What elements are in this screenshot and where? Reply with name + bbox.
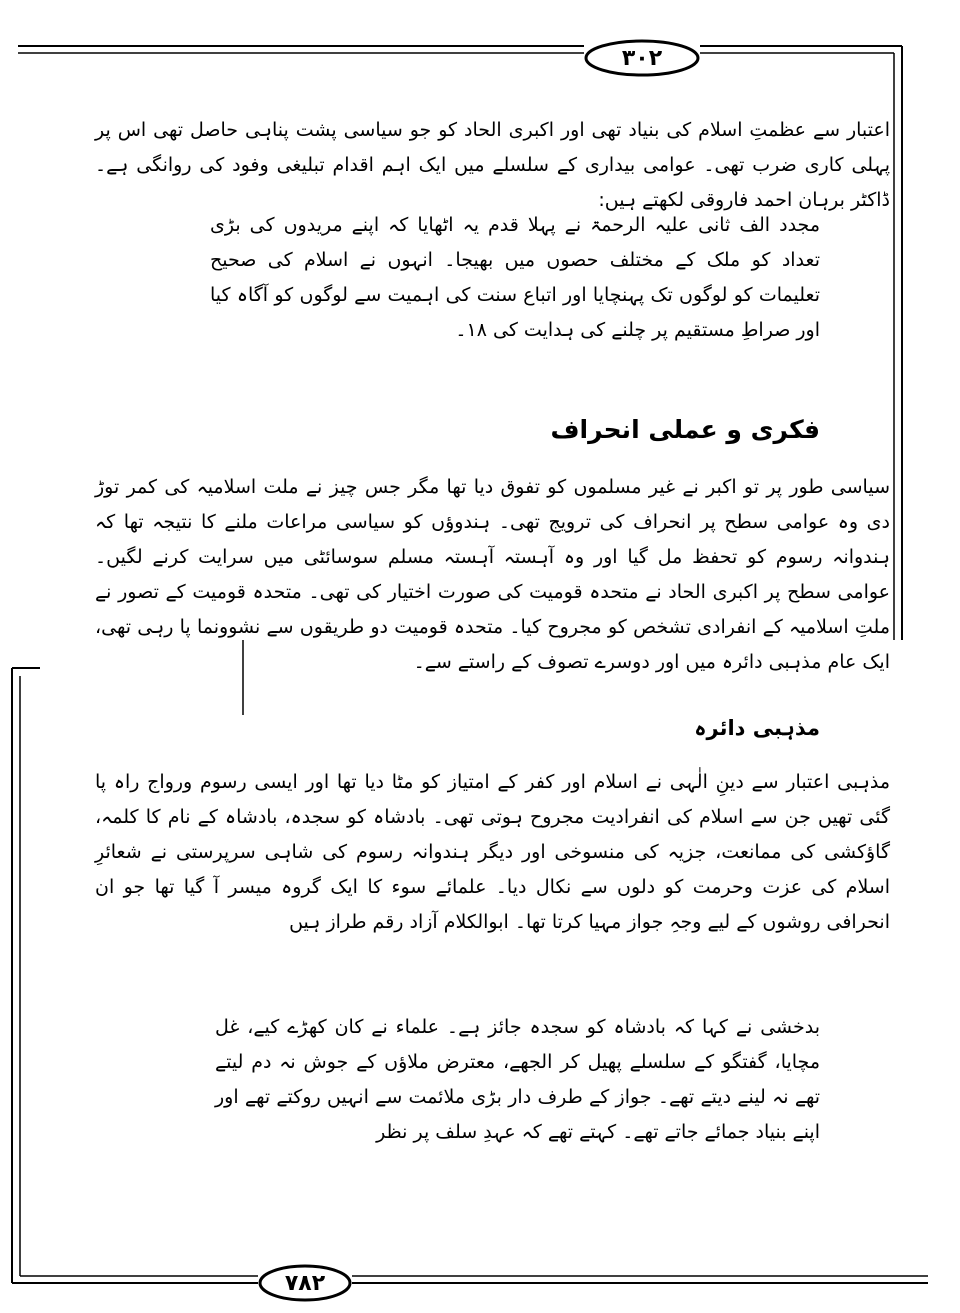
- intro-paragraph-block: [95, 113, 890, 218]
- heading-one-block: [500, 410, 820, 450]
- section-heading-religious-circle: مذہبی دائرہ: [694, 716, 820, 740]
- quote-two-block: [215, 1010, 820, 1150]
- paragraph-three-block: [95, 765, 890, 940]
- paragraph-three: مذہبی اعتبار سے دینِ الٰہی نے اسلام اور کفر کے امتیاز کو مٹا دیا تھا اور ایسی رسوم ورواج راہ پا گئی تھیں جن سے اسلام کی انفرادیت مجروح ہوتی تھی۔ بادشاہ کو سجدہ، بادشاہ کے نام کا کلمہ، گاؤکشی کی ممانعت، جزیہ کی منسوخی اور دیگر ہندوانہ رسوم کی شاہی سرپرستی نے شعائرِ اسلام کی عزت وحرمت کو دلوں سے نکال دیا۔ علمائے سوء کا ایک گروہ میسر آ گیا تھا جو ان انحرافی روشوں کے لیے وجہِ جواز مہیا کرتا تھا۔ ابوالکلام آزاد رقم طراز ہیں: [95, 771, 890, 933]
- paragraph-two-block: [95, 470, 890, 680]
- heading-two-block: [600, 710, 820, 746]
- quote-two: بدخشی نے کہا کہ بادشاہ کو سجدہ جائز ہے۔ علماء نے کان کھڑے کیے، غل مچایا، گفتگو کے سلسلے پھیل کر الجھے، معترض ملاؤں کے جوش نہ دم لیتے تھے نہ لینے دیتے تھے۔ جواز کے طرف دار بڑی ملائمت سے انہیں روکتے تھے اور اپنے بنیاد جمائے جاتے تھے۔ کہتے تھے کہ عہدِ سلف پر نظر: [215, 1016, 820, 1143]
- paragraph-two: سیاسی طور پر تو اکبر نے غیر مسلموں کو تفوق دیا تھا مگر جس چیز نے ملت اسلامیہ کی کمر توڑ دی وہ عوامی سطح پر انحراف کی ترویج تھی۔ ہندوؤں کو سیاسی مراعات ملنے کا نتیجہ تھا کہ ہندوانہ رسوم کو تحفظ مل گیا اور وہ آہستہ آہستہ مسلم سوسائٹی میں سرایت کرنے لگیں۔ عوامی سطح پر اکبری الحاد نے متحدہ قومیت کی صورت اختیار کی تھی۔ متحدہ قومیت کے تصور نے ملتِ اسلامیہ کے انفرادی تشخص کو مجروح کیا۔ متحدہ قومیت دو طریقوں سے نشوونما پا رہی تھی، ایک عام مذہبی دائرہ میں اور دوسرے تصوف کے راستے سے۔: [95, 476, 890, 673]
- top-page-number: ۳۰۲: [621, 45, 663, 71]
- section-heading-deviation: فکری و عملی انحراف: [550, 415, 820, 444]
- intro-paragraph: اعتبار سے عظمتِ اسلام کی بنیاد تھی اور اکبری الحاد کو جو سیاسی پشت پناہی حاصل تھی اس پر پہلی کاری ضرب تھی۔ عوامی بیداری کے سلسلے میں ایک اہم اقدام تبلیغی وفود کی روانگی ہے۔ ڈاکٹر برہان احمد فاروقی لکھتے ہیں:: [95, 119, 890, 211]
- bottom-page-number: ۷۸۲: [284, 1270, 326, 1296]
- quote-one: مجدد الف ثانی علیہ الرحمۃ نے پہلا قدم یہ اٹھایا کہ اپنے مریدوں کی بڑی تعداد کو ملک کے مختلف حصوں میں بھیجا۔ انہوں نے اسلام کی صحیح تعلیمات کو لوگوں تک پہنچایا اور اتباع سنت کی اہمیت سے لوگوں کو آگاہ کیا اور صراطِ مستقیم پر چلنے کی ہدایت کی ۱۸۔: [210, 214, 820, 341]
- quote-one-block: [210, 208, 820, 348]
